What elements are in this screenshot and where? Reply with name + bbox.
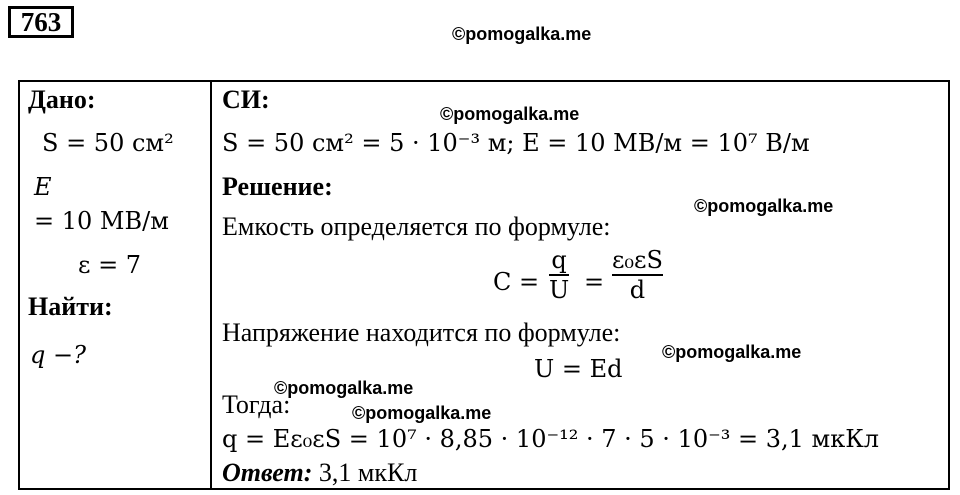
given-heading: Дано: <box>28 85 96 114</box>
given-epsilon-value: ε = 7 <box>78 251 142 279</box>
column-divider <box>210 80 212 490</box>
capacity-lhs: C = <box>493 268 540 296</box>
capacity-numerator-1: q <box>551 246 567 274</box>
solution-heading: Решение: <box>222 172 333 201</box>
answer-label: Ответ: <box>222 458 313 487</box>
capacity-denominator-2: d <box>629 276 646 304</box>
capacity-fraction-1 <box>549 246 569 304</box>
answer-value: 3,1 мкКл <box>318 458 418 487</box>
result-formula: q = Eε₀εS = 10⁷ · 8,85 · 10⁻¹² · 7 · 5 · 10⁻³ = 3,1 мкКл <box>222 425 880 453</box>
problem-number: 763 <box>8 6 74 38</box>
given-e-symbol: E <box>34 173 52 201</box>
capacity-fraction-2 <box>612 246 663 304</box>
watermark: ©pomogalka.me <box>352 403 492 423</box>
find-heading: Найти: <box>28 292 113 321</box>
find-unknown: q −? <box>30 341 86 369</box>
watermark: ©pomogalka.me <box>662 342 802 362</box>
watermark: ©pomogalka.me <box>440 104 580 124</box>
voltage-formula: U = Ed <box>534 355 623 383</box>
capacity-equals: = <box>584 268 605 296</box>
capacity-denominator-1: U <box>549 276 570 304</box>
capacity-numerator-2: ε₀εS <box>612 246 663 274</box>
then-text: Тогда: <box>222 390 291 419</box>
given-s-value: S = 50 см² <box>42 129 174 157</box>
answer-line <box>222 458 417 488</box>
watermark: ©pomogalka.me <box>694 196 834 216</box>
si-conversion: S = 50 см² = 5 · 10⁻³ м; E = 10 МВ/м = 10⁷ В/м <box>222 129 810 157</box>
given-e-value: = 10 МВ/м <box>34 207 169 235</box>
watermark: ©pomogalka.me <box>274 378 414 398</box>
si-heading: СИ: <box>222 85 270 114</box>
capacity-text: Емкость определяется по формуле: <box>222 212 611 241</box>
voltage-text: Напряжение находится по формуле: <box>222 318 621 347</box>
watermark: ©pomogalka.me <box>452 24 592 44</box>
